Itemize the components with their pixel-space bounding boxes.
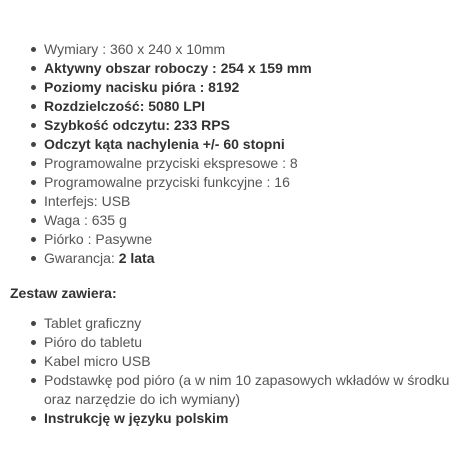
spec-tilt-text: Odczyt kąta nachylenia +/- 60 stopni — [44, 136, 285, 152]
spec-dimensions-text: Wymiary : 360 x 240 x 10mm — [44, 41, 226, 57]
spec-pressure-levels-text: Poziomy nacisku pióra : 8192 — [44, 79, 240, 95]
package-contents-heading: Zestaw zawiera: — [10, 285, 117, 301]
spec-express-keys-text: Programowalne przyciski ekspresowe : 8 — [44, 155, 298, 171]
spec-pen-text: Piórko : Pasywne — [44, 231, 153, 247]
spec-item-dimensions — [0, 40, 312, 59]
contents-item-manual — [0, 409, 460, 428]
contents-manual-text: Instrukcję w języku polskim — [44, 410, 229, 426]
contents-pen-stand-text: Podstawkę pod pióro (a w nim 10 zapasowych wkładów w środku oraz narzędzie do ich wymiany) — [44, 372, 450, 407]
spec-warranty-label: Gwarancja: — [44, 250, 119, 266]
contents-item-pen-stand — [0, 371, 460, 409]
contents-tablet-text: Tablet graficzny — [44, 315, 142, 331]
spec-interface-text: Interfejs: USB — [44, 193, 131, 209]
spec-item-active-area — [0, 59, 312, 78]
spec-resolution-text: Rozdzielczość: 5080 LPI — [44, 98, 206, 114]
spec-item-function-keys — [0, 173, 312, 192]
contents-item-cable — [0, 352, 460, 371]
contents-pen-text: Pióro do tabletu — [44, 334, 143, 350]
spec-item-weight — [0, 211, 312, 230]
spec-item-warranty — [0, 249, 312, 268]
spec-weight-text: Waga : 635 g — [44, 212, 127, 228]
spec-warranty-value: 2 lata — [118, 250, 155, 266]
spec-item-resolution — [0, 97, 312, 116]
spec-item-report-rate — [0, 116, 312, 135]
spec-item-pen — [0, 230, 312, 249]
specifications-list — [0, 40, 312, 268]
contents-cable-text: Kabel micro USB — [44, 353, 151, 369]
package-contents-list — [0, 314, 460, 428]
spec-item-interface — [0, 192, 312, 211]
spec-function-keys-text: Programowalne przyciski funkcyjne : 16 — [44, 174, 290, 190]
spec-active-area-text: Aktywny obszar roboczy : 254 x 159 mm — [44, 60, 312, 76]
spec-report-rate-text: Szybkość odczytu: 233 RPS — [44, 117, 230, 133]
spec-item-express-keys — [0, 154, 312, 173]
contents-item-tablet — [0, 314, 460, 333]
contents-item-pen — [0, 333, 460, 352]
spec-item-tilt — [0, 135, 312, 154]
spec-item-pressure-levels — [0, 78, 312, 97]
